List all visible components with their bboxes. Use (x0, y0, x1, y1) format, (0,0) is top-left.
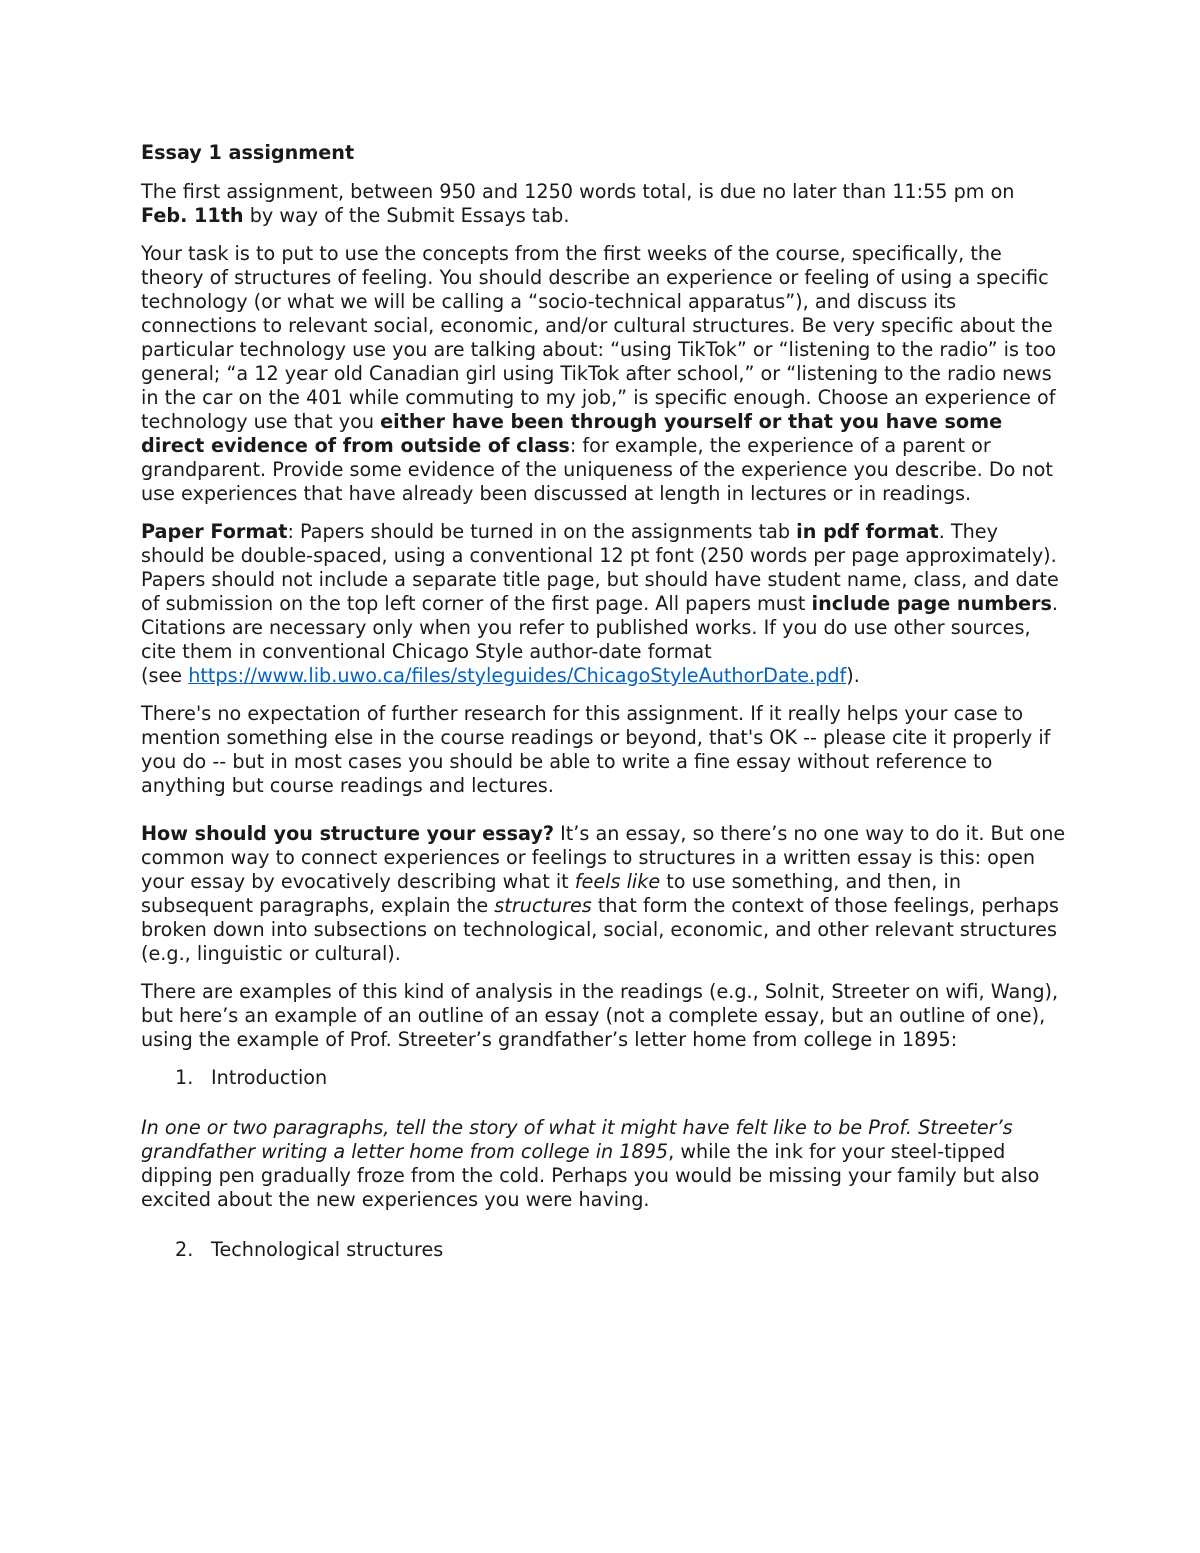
structure-heading: How should you structure your essay? (141, 822, 555, 845)
chicago-style-link[interactable]: https://www.lib.uwo.ca/files/styleguides/ChicagoStyleAuthorDate.pdf (188, 664, 847, 687)
list-label: Technological structures (211, 1238, 444, 1261)
paper-format-paragraph (141, 520, 1066, 688)
list-number: 2. (175, 1238, 194, 1261)
outline-item-introduction (141, 1066, 1066, 1090)
document-title: Essay 1 assignment (141, 141, 355, 164)
text-run: by way of the Submit Essays tab. (243, 204, 570, 227)
examples-paragraph: There are examples of this kind of analysis in the readings (e.g., Solnit, Streeter on wifi, Wang), but here’s an example of an outline of an essay (not a complete essay, but an outline of one), using the example of Prof. Streeter’s grandfather’s letter home from college in 1895: (141, 980, 1059, 1051)
introduction-description (141, 1116, 1066, 1212)
text-run: The first assignment, between 950 and 1250 words total, is due no later than 11:55 pm on (141, 180, 1015, 203)
document-page (141, 140, 1066, 1288)
text-run: . Citations are necessary only when you refer to published works. If you do use other sources, cite them in conventional Chicago Style author-date format (141, 592, 1058, 663)
text-run: (see (141, 664, 189, 687)
italic-run: structures (494, 894, 592, 917)
outline-item-technological (141, 1238, 1066, 1262)
research-paragraph: There's no expectation of further research for this assignment. If it really helps your case to mention something else in the course readings or beyond, that's OK -- please cite it properly if you do -- but in most cases you should be able to write a fine essay without reference to anything but course readings and lectures. (141, 702, 1051, 797)
structure-paragraph (141, 822, 1066, 966)
text-run: that form the context of those feelings, perhaps broken down into subsections on technological, social, economic, and other relevant structures (e.g., linguistic or cultural). (141, 894, 1059, 965)
due-date: Feb. 11th (141, 204, 244, 227)
text-run: ). (846, 664, 860, 687)
text-run: , while the ink for your steel-tipped dipping pen gradually froze from the cold. Perhaps you would be missing your family but also excited about the new experiences you were having. (141, 1140, 1040, 1211)
page-numbers-emphasis: include page numbers (811, 592, 1052, 615)
italic-run: In one or two paragraphs, tell the story of what it might have felt like to be Prof. Streeter’s grandfather writing a letter home from college in 1895 (141, 1116, 1013, 1163)
text-run: : for example, the experience of a parent or grandparent. Provide some evidence of the uniqueness of the experience you describe. Do not use experiences that have already been discussed at length in lectures or in readings. (141, 434, 1053, 505)
emphasis-requirement: either have been through yourself or that you have some direct evidence of from outside of class (141, 410, 1003, 457)
italic-run: feels like (574, 870, 661, 893)
text-run: : Papers should be turned in on the assignments tab (287, 520, 797, 543)
text-run: to use something, and then, in subsequent paragraphs, explain the (141, 870, 962, 917)
text-run: Your task is to put to use the concepts from the first weeks of the course, specifically, the theory of structures of feeling. You should describe an experience or feeling of using a specific technology (or what we will be calling a “socio-technical apparatus”), and discuss its connections to relevant social, economic, and/or cultural structures. Be very specific about the particular technology use you are talking about: “using TikTok” or “listening to the radio” is too general; “a 12 year old Canadian girl using TikTok after school,” or “listening to the radio news in the car on the 401 while commuting to my job,” is specific enough. Choose an experience of technology use that you (141, 242, 1057, 433)
due-date-paragraph (141, 180, 1066, 228)
task-paragraph (141, 242, 1066, 506)
paper-format-heading: Paper Format (141, 520, 288, 543)
pdf-format-emphasis: in pdf format (796, 520, 939, 543)
list-label: Introduction (211, 1066, 328, 1089)
list-number: 1. (175, 1066, 194, 1089)
text-run: It’s an essay, so there’s no one way to do it. But one common way to connect experiences or feelings to structures in a written essay is this: open your essay by evocatively describing what it (141, 822, 1066, 893)
text-run: . They should be double-spaced, using a conventional 12 pt font (250 words per page approximately). Papers should not include a separate title page, but should have student name, class, and date of submission on the top left corner of the first page. All papers must (141, 520, 1059, 615)
